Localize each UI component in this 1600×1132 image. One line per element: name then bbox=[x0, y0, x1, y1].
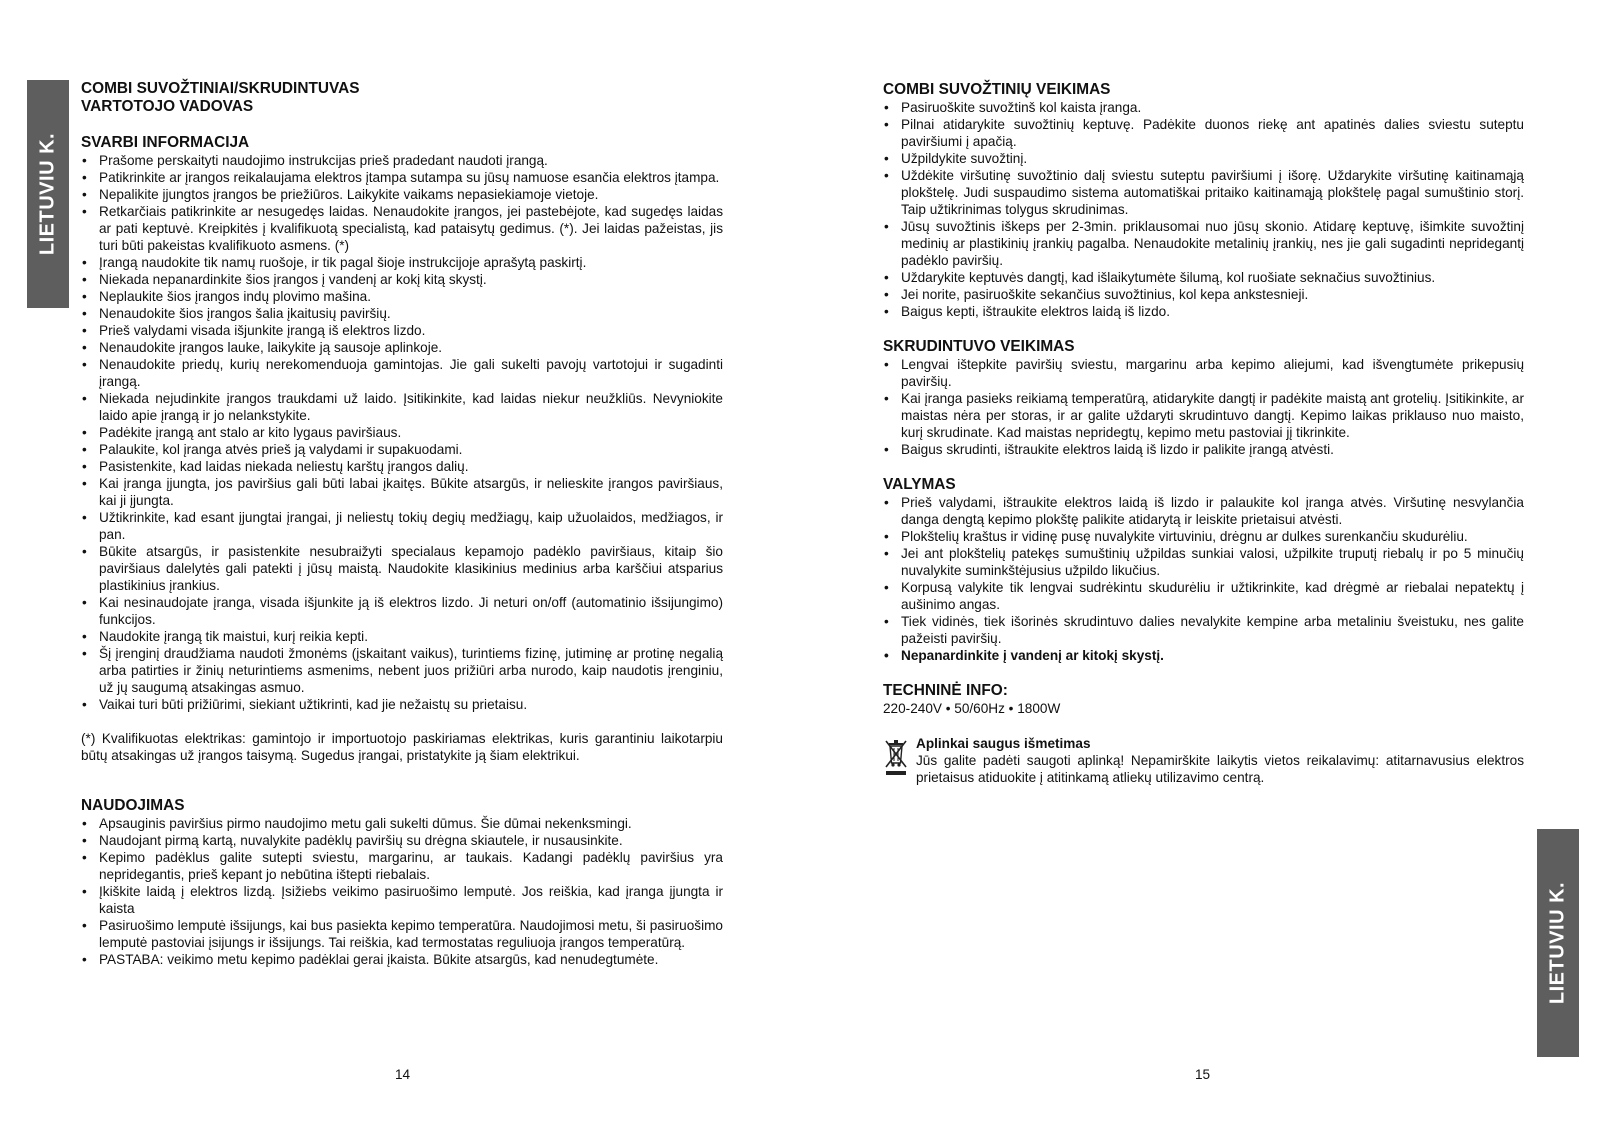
important-info-heading: SVARBI INFORMACIJA bbox=[81, 134, 250, 151]
page-number-right: 15 bbox=[1195, 1067, 1211, 1082]
sandwich-item: • Pilnai atidarykite suvožtinių keptuvę. Padėkite duonos riekę ant apatinės dalies sviestu suteptu paviršiumi į apačią. bbox=[883, 116, 1524, 150]
tech-spec: 220-240V • 50/60Hz • 1800W bbox=[883, 701, 1061, 716]
footnote: (*) Kvalifikuotas elektrikas: gamintojo ir importuotojo paskiriamas elektrikas, kuris garantiniu laikotarpiu būtų atsakingas už įrangos taisymą. Sugedus įrangai, pristatykite ją šiam elektrikui. bbox=[81, 731, 723, 763]
important-info-item: • Palaukite, kol įranga atvės prieš ją valydami ir supakuodami. bbox=[81, 441, 723, 458]
disposal-text: Jūs galite padėti saugoti aplinką! Nepamirškite laikytis vietos reikalavimų: atitarnavusius elektros prietaisus atiduokite į atitinkamą atliekų utilizavimo centrą. bbox=[916, 753, 1524, 785]
language-tab-left bbox=[27, 80, 69, 308]
important-info-item: • Prašome perskaityti naudojimo instrukcijas prieš pradedant naudoti įrangą. bbox=[81, 152, 723, 169]
important-info-item: • Kai nesinaudojate įranga, visada išjunkite ją iš elektros lizdo. Ji neturi on/off (automatinio išsijungimo) funkcijos. bbox=[81, 594, 723, 628]
language-tab-label: LIETUVIU K. bbox=[1546, 881, 1569, 1005]
usage-list bbox=[81, 815, 723, 968]
important-info-item: • Užtikrinkite, kad esant įjungtai įrangai, ji neliestų tokių degių medžiagų, kaip užuolaidos, medžiagos, ir pan. bbox=[81, 509, 723, 543]
important-info-item: • Nenaudokite priedų, kurių nerekomenduoja gamintojas. Jie gali sukelti pavojų vartotojui ir sugadinti įrangą. bbox=[81, 356, 723, 390]
usage-item: • PASTABA: veikimo metu kepimo padėklai gerai įkaista. Būkite atsargūs, kad nenudegtumėte. bbox=[81, 951, 723, 968]
toaster-item: • Kai įranga pasieks reikiamą temperatūrą, atidarykite dangtį ir padėkite maistą ant grotelių. Įsitikinkite, ar maistas nėra per storas, ir ar galite uždaryti skrudintuvo dangtį. Kepimo laikas priklauso nuo maisto, kurį skrudinate. Kad maistas nepridegtų, kepimo metu pastoviai jį tikrinkite. bbox=[883, 390, 1524, 441]
important-info-item: • Būkite atsargūs, ir pasistenkite nesubraižyti specialaus kepamojo padėklo paviršiaus, kitaip šio paviršiaus dalelytės gali patekti į jūsų maistą. Naudokite klasikinius medinius arba karščiui atsparius plastikinius įrankius. bbox=[81, 543, 723, 594]
crossed-out-bin-icon bbox=[883, 737, 909, 777]
cleaning-item: • Jei ant plokštelių patekęs sumuštinių užpildas sunkiai valosi, užpilkite truputį riebalų ir po 5 minučių nuvalykite suminkštėjusius užpildo likučius. bbox=[883, 545, 1524, 579]
cleaning-heading: VALYMAS bbox=[883, 476, 956, 493]
toaster-item: • Lengvai ištepkite paviršių sviestu, margarinu arba kepimo aliejumi, kad išvengtumėte prikepusių paviršių. bbox=[883, 356, 1524, 390]
usage-item: • Naudojant pirmą kartą, nuvalykite padėklų paviršių su drėgna skiautele, ir nusausinkite. bbox=[81, 832, 723, 849]
important-info-item: • Niekada nejudinkite įrangos traukdami už laido. Įsitikinkite, kad laidas niekur neužkliūs. Nevyniokite laido apie įrangą ir jo nelankstykite. bbox=[81, 390, 723, 424]
important-info-item: • Vaikai turi būti prižiūrimi, siekiant užtikrinti, kad jie nežaistų su prietaisu. bbox=[81, 696, 723, 713]
sandwich-item: • Uždėkite viršutinę suvožtinio dalį sviestu suteptu paviršiumi į išorę. Uždarykite viršutinę kaitinamąją plokštelę. Judi suspaudimo sistema automatiškai pritaiko kaitinamąją plokštelę pagal sumuštinio storį. Taip užtikrinimas tolygus skrudinimas. bbox=[883, 167, 1524, 218]
sandwich-item: • Užpildykite suvožtinį. bbox=[883, 150, 1524, 167]
important-info-item: • Pasistenkite, kad laidas niekada neliestų karštų įrangos dalių. bbox=[81, 458, 723, 475]
disposal-title: Aplinkai saugus išmetimas bbox=[916, 736, 1091, 751]
important-info-item: • Prieš valydami visada išjunkite įrangą iš elektros lizdo. bbox=[81, 322, 723, 339]
sandwich-item: • Pasiruoškite suvožtinš kol kaista įranga. bbox=[883, 99, 1524, 116]
important-info-item: • Retkarčiais patikrinkite ar nesugedęs laidas. Nenaudokite įrangos, jei pastebėjote, kad sugedęs laidas ar pati keptuvė. Kreipkitės į kvalifikuotą specialistą, kad pataisytų gedimus. (*). Jei laidas pažeistas, jis turi būti pakeistas kvalifikuoto asmens. (*) bbox=[81, 203, 723, 254]
important-info-item: • Nenaudokite šios įrangos šalia įkaitusių paviršių. bbox=[81, 305, 723, 322]
toaster-item: • Baigus skrudinti, ištraukite elektros laidą iš lizdo ir palikite įrangą atvėsti. bbox=[883, 441, 1524, 458]
toaster-list bbox=[883, 356, 1524, 458]
cleaning-item: • Plokštelių kraštus ir vidinę pusę nuvalykite virtuviniu, drėgnu ar dulkes surenkančiu skudurėliu. bbox=[883, 528, 1524, 545]
tech-info-heading: TECHNINĖ INFO: bbox=[883, 682, 1008, 699]
important-info-item: • Šį įrenginį draudžiama naudoti žmonėms (įskaitant vaikus), turintiems fizinę, jutiminę ar protinę negalią arba patirties ir žinių neturintiems asmenims, nebent juos prižiūri arba nurodo, kaip naudotis įrenginiu, už jų saugumą atsakingas asmuo. bbox=[81, 645, 723, 696]
manual-title-line2: VARTOTOJO VADOVAS bbox=[81, 98, 254, 115]
toaster-heading: SKRUDINTUVO VEIKIMAS bbox=[883, 338, 1075, 355]
sandwich-item: • Uždarykite keptuvės dangtį, kad išlaikytumėte šilumą, kol ruošiate seknačius suvožtinius. bbox=[883, 269, 1524, 286]
important-info-item: • Naudokite įrangą tik maistui, kurį reikia kepti. bbox=[81, 628, 723, 645]
usage-heading: NAUDOJIMAS bbox=[81, 797, 185, 814]
important-info-item: • Niekada nepanardinkite šios įrangos į vandenį ar kokį kitą skystį. bbox=[81, 271, 723, 288]
usage-item: • Apsauginis paviršius pirmo naudojimo metu gali sukelti dūmus. Šie dūmai nekenksmingi. bbox=[81, 815, 723, 832]
sandwich-item: • Jūsų suvožtinis iškeps per 2-3min. priklausomai nuo jūsų skonio. Atidarę keptuvę, išimkite suvožtinį medinių ar plastikinių įrankių pagalba. Nenaudokite metalinių įrankių, nes jie gali sugadinti nepridegantį padėklo paviršių. bbox=[883, 218, 1524, 269]
sandwich-item: • Baigus kepti, ištraukite elektros laidą iš lizdo. bbox=[883, 303, 1524, 320]
cleaning-item: • Korpusą valykite tik lengvai sudrėkintu skudurėliu ir užtikrinkite, kad drėgmė ar riebalai nepatektų į aušinimo angas. bbox=[883, 579, 1524, 613]
sandwich-heading: COMBI SUVOŽTINIŲ VEIKIMAS bbox=[883, 81, 1111, 98]
manual-title-line1: COMBI SUVOŽTINIAI/SKRUDINTUVAS bbox=[81, 80, 360, 97]
cleaning-item: • Prieš valydami, ištraukite elektros laidą iš lizdo ir palaukite kol įranga atvės. Viršutinę nesvylančia danga dengtą kepimo plokštę palikite atidarytą ir leiskite prietaisui atvėsti. bbox=[883, 494, 1524, 528]
usage-item: • Įkiškite laidą į elektros lizdą. Įsižiebs veikimo pasiruošimo lemputė. Jos reiškia, kad įranga įjungta ir kaista bbox=[81, 883, 723, 917]
language-tab-right bbox=[1537, 829, 1579, 1057]
right-page-content bbox=[883, 80, 1524, 786]
cleaning-list bbox=[883, 494, 1524, 647]
cleaning-warning-item: • Nepanardinkite į vandenį ar kitokį skystį. bbox=[883, 647, 1524, 664]
disposal-notice bbox=[883, 735, 1524, 786]
usage-item: • Pasiruošimo lemputė išsijungs, kai bus pasiekta kepimo temperatūra. Naudojimosi metu, ši pasiruošimo lemputė pastoviai įsijungs ir išsijungs. Tai reiškia, kad termostatas reguliuoja įrangos temperatūrą. bbox=[81, 917, 723, 951]
important-info-item: • Neplaukite šios įrangos indų plovimo mašina. bbox=[81, 288, 723, 305]
sandwich-list bbox=[883, 99, 1524, 320]
cleaning-item: • Tiek vidinės, tiek išorinės skrudintuvo dalies nevalykite kempine arba metaliniu šveistuku, nes galite pažeisti paviršių. bbox=[883, 613, 1524, 647]
sandwich-item: • Jei norite, pasiruoškite sekančius suvožtinius, kol kepa ankstesnieji. bbox=[883, 286, 1524, 303]
important-info-item: • Nepalikite įjungtos įrangos be priežiūros. Laikykite vaikams nepasiekiamoje vietoje. bbox=[81, 186, 723, 203]
important-info-list bbox=[81, 152, 723, 713]
important-info-item: • Padėkite įrangą ant stalo ar kito lygaus paviršiaus. bbox=[81, 424, 723, 441]
important-info-item: • Įrangą naudokite tik namų ruošoje, ir tik pagal šioje instrukcijoje aprašytą paskirtį. bbox=[81, 254, 723, 271]
important-info-item: • Patikrinkite ar įrangos reikalaujama elektros įtampa sutampa su jūsų namuose esančia elektros įtampa. bbox=[81, 169, 723, 186]
left-page-content bbox=[81, 80, 723, 968]
important-info-item: • Kai įranga įjungta, jos paviršius gali būti labai įkaitęs. Būkite atsargūs, ir nelieskite įrangos paviršiaus, kai ji įjungta. bbox=[81, 475, 723, 509]
language-tab-label: LIETUVIU K. bbox=[36, 132, 59, 256]
important-info-item: • Nenaudokite įrangos lauke, laikykite ją sausoje aplinkoje. bbox=[81, 339, 723, 356]
usage-item: • Kepimo padėklus galite sutepti sviestu, margarinu, ar taukais. Kadangi padėklų paviršius yra nepridegantis, prieš kepant jo nebūtina ištepti riebalais. bbox=[81, 849, 723, 883]
page-number-left: 14 bbox=[395, 1067, 411, 1082]
